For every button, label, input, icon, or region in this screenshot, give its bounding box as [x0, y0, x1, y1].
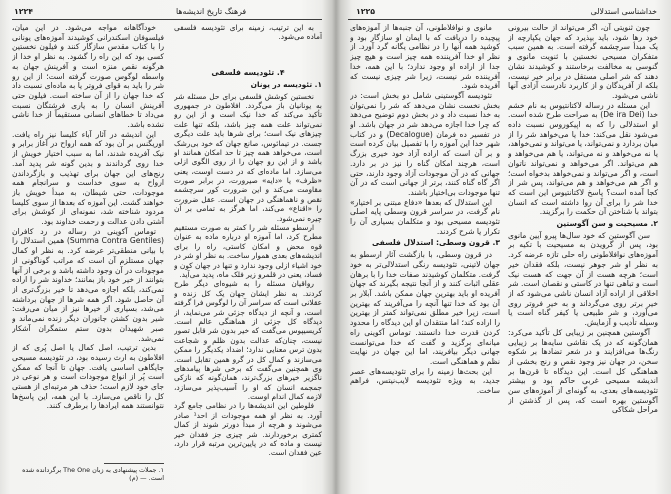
text-column-right: [174, 23, 322, 469]
text-column-left: [350, 23, 500, 485]
paragraph: در قرون وسطی، با بازگشت آثار ارسطو به جهان لاتینی، تئودیسه رنگی استدلالی‌تر به خود گرفت. متکلمان کوشیدند صفات خدا را با برهان عقلی اثبات کنند و از آنجا نتیجه بگیرند که جهان آفریده او باید بهترین جهان ممکن باشد. آبلار بر آن بود که خدا تنها آنچه را می‌آفریند که بهترین است، زیرا خیر مطلق نمی‌تواند کمتر از بهترین را اراده کند؛ اما منتقدان او این دیدگاه را محدود کردن قدرت خدا دانستند. توماس آکوینی راه میانه‌ای برگزید و گفت که خدا می‌توانست جهانی دیگر بیافریند، اما این جهان در نهایت نظم و هماهنگی است.: [350, 250, 500, 366]
page-number: ۱۲۲۴: [14, 7, 34, 16]
section-heading: ۴. تئودیسه فلسفی: [211, 67, 285, 77]
header-rule: [348, 19, 660, 20]
paragraph: فلوطین این اندیشه‌ها را در نظامی جامع گرد آورد. به نظر او همه موجودات از احد¹ صادر می‌شوند و هرچه از مبدأ دورتر شوند از کمال کمتری برخوردارند. شر چیزی جز فقدان خیر نیست و ماده که در پایین‌ترین مرتبه قرار دارد، عین فقدان است.: [174, 401, 322, 458]
footnote-rule: [104, 463, 164, 464]
page-number: ۱۲۲۵: [356, 7, 376, 16]
paragraph: سن آگوستین که خود سال‌ها پیرو آیین مانوی بود، پس از گرویدن به مسیحیت با تکیه بر آموزه‌های نوافلاطونی راه حلی تازه عرضه کرد. به نظر او شر جوهر نیست، بلکه فقدان خیر است؛ هرچه هست از آن جهت که هست نیک است و تباهی تنها در کاستی و نقصان است. شر اخلاقی از اراده آزاد انسان ناشی می‌شود که از خیر برتر روی می‌گرداند و به خیر فروتر روی می‌آورد، و شر طبیعی یا کیفر گناه است یا وسیله تأدیب و آزمایش.: [508, 230, 658, 328]
paragraph: این بحث‌ها زمینه را برای تئودیسه‌های عصر جدید، به ویژه تئودیسه لایب‌نیتس، فراهم ساخت.: [350, 366, 500, 396]
text-column-right: [508, 23, 658, 485]
paragraph: مانوی و نوافلاطونی، آن جنبه‌ها از آموزه‌های پیچیده را دریافت که با ایمان او سازگار بود و کوشید همه آنها را در نظامی یگانه گرد آورد. از نظر او خدا آفریننده همه چیز است و هیچ چیز جدا از اراده او وجود ندارد؛ با این همه، خدا آفریننده شر نیست، زیرا شر چیزی نیست که آفریده شود.: [350, 23, 500, 91]
paragraph: رواقیان مسئله را به شیوه‌ای دیگر طرح کردند. به نظر ایشان جهان یک کل زنده و عقلانی است که سراسر آن را لوگوس فرا گرفته است، و آنچه از دیدگاه جزئی شر می‌نماید، از دیدگاه کل جزئی از هماهنگی عالم است. کریسیپوس می‌گفت که خیر بدون شر قابل تصور نیست، چنان‌که عدالت بدون ظلم و شجاعت بدون ترس معنایی ندارد؛ اضداد یکدیگر را ممکن می‌سازند و کمال کل در گرو همین تقابل است. وی همچنین می‌گفت که برخی شرها پیامدهای ناگزیر خیرهای بزرگ‌ترند، همان‌گونه که نازکی جمجمه انسان که او را آسیب‌پذیر می‌سازد، لازمه کمال اندام اوست.: [174, 279, 322, 402]
paragraph: آگوستین همچنین بر زیبایی کل تأکید می‌کرد: همان‌گونه که در یک نقاشی سایه‌ها بر زیبایی رنگ‌ها می‌افزایند و در شعر تضادها بر شکوه سخن، در جهان نیز وجود نقص و رنج بخشی از هماهنگی کل است. این دیدگاه تا قرن‌ها بر اندیشه مسیحی غربی حاکم بود و بیشتر تئودیسه‌های بعدی، به گونه‌ای از آموزه‌های سن آگوستین بهره است که، پس از گذشتن از مراحل شکاکی: [508, 327, 658, 415]
right-page: [336, 0, 671, 494]
paragraph: ارسطو مسئله شر را کمتر به صورت مستقیم مطرح کرد، اما آموزه او درباره ماده به عنوان قوه محض و امکان کاستی، راه را برای اندیشه‌های بعدی هموار ساخت. به نظر او شر در خود اشیاء ازلی وجود ندارد و تنها در جهان کون و فساد، یعنی در قلمرو زیر فلک ماه، پدید می‌آید.: [174, 223, 322, 279]
running-title: خداشناسی استدلالی: [590, 7, 657, 16]
paragraph: نخستین کوشش فلسفی برای حل مسئله شر به یونانیان باز می‌گردد. افلاطون در جمهوری تأکید می‌کند که خدا نیک است و از این رو نمی‌تواند علت همه چیز باشد، بلکه تنها علت چیزهای نیک است؛ برای شرها باید علت دیگری جست. در تیمائوس، صانع جهان که خود بی‌رشک است، می‌خواهد همه چیز تا حد امکان همانند او باشد و از این رو جهان را از روی الگوی ازلی می‌سازد. اما ماده‌ای که در دست اوست، یعنی «ظرف» یا «دایه» صیرورت، در برابر صورت مقاومت می‌کند و این ضرورت کور سرچشمه نقص و ناهماهنگی در جهان است. عقل ضرورت را «اقناع» می‌کند، اما هرگز به تمامی بر آن چیره نمی‌شود.: [174, 91, 322, 223]
paragraph: توماس آکوینی در رساله در رد کافران (Summa Contra Gentiles) همین استدلال را با بیانی منطقی‌تر عرضه کرد. به نظر او کمال جهان مستلزم آن است که مراتب گوناگونی از موجودات در آن وجود داشته باشد و برخی از آنها بتوانند از خیر خود باز بمانند؛ خداوند شر را اراده نمی‌کند، بلکه اجازه می‌دهد تا خیر بزرگ‌تری از آن حاصل شود. اگر همه شرها از جهان برداشته می‌شد، بسیاری از خیرها نیز از میان می‌رفت: شیر بدون کشتن جانوران دیگر زنده نمی‌ماند و صبر شهیدان بدون ستم ستمگران آشکار نمی‌شد.: [12, 226, 164, 343]
paragraph: این مسئله در رساله لاکتانتیوس به نام خشم خدا (De ira Dei) به صراحت طرح شده است. او استدلالی را که به اپیکوروس نسبت داده می‌شود نقل می‌کند: خدا یا می‌خواهد شر را از میان بردارد و نمی‌تواند، یا می‌تواند و نمی‌خواهد، یا نه می‌خواهد و نه می‌تواند، یا هم می‌خواهد و هم می‌تواند. اگر می‌خواهد و نمی‌تواند ناتوان است، و اگر می‌تواند و نمی‌خواهد بدخواه است؛ و اگر هم می‌خواهد و هم می‌تواند، پس شر از کجا آمده است؟ پاسخ لاکتانتیوس این است که خدا شر را برای آن روا داشته است که انسان بتواند با شناختن آن حکمت را برگزیند.: [508, 100, 658, 217]
section-heading: ۲. مسیحیت و سن آگوستین: [556, 219, 658, 229]
intro-paragraph: به این ترتیب، زمینه برای تئودیسه فلسفی آماده می‌شود.: [174, 23, 322, 42]
left-page: [0, 0, 335, 494]
paragraph: تئودیسه آگوستینی شامل دو بخش است: در بخش نخست نشان می‌دهد که شر را نمی‌توان به خدا نسبت داد و در بخش دوم توضیح می‌دهد که چرا خدا اجازه می‌دهد شر در جهان باشد. او در تفسیر ده فرمان (Decalogue) و در کتاب شهر خدا این آموزه را با تفصیل بیان کرده است و بر آن است که اراده آزاد خود خیری بزرگ است، هرچند امکان گناه را نیز در بر دارد. جهانی که در آن موجودات آزاد وجود دارند، حتی اگر گاه گناه کنند، برتر از جهانی است که در آن تنها موجودات بی‌اختیار باشند.: [350, 90, 500, 197]
section-heading: ۳. قرون وسطی: استدلال فلسفی: [371, 238, 500, 248]
paragraph: این اندیشه در آثار آباء کلیسا نیز راه یافت. اوریگنس بر آن بود که همه ارواح در آغاز برابر و نیک آفریده شدند، اما به سبب اختیار خویش از خدا روی گرداندند و بدین گونه شر پدید آمد. رنج‌های این جهان برای تهذیب و بازگرداندن ارواح به سوی خداست و سرانجام همه موجودات، حتی شیطان، به مبدأ خویش باز خواهند گشت. این آموزه که بعدها از سوی کلیسا مردود شناخته شد، نمونه‌ای از کوشش برای آشتی دادن عدالت و رحمت خداوند بود.: [12, 129, 164, 227]
header-rule: [12, 19, 322, 20]
footnote: ۱. جملات پیشنهادی به زبان The One برگردانده شده است. — (م): [22, 466, 164, 483]
paragraph: خودآگاهانه مواجه می‌شود. در این میان، فیلسوفان اسکندرانی کوشیدند آموزه‌های یونانی را با کتاب مقدس سازگار کنند و فیلون نخستین کسی بود که این راه را گشود. به نظر او خدا از هرگونه نقص منزه است و آفرینش جهان به واسطه لوگوس صورت گرفته است؛ از این رو شر را باید به قوای فروتر یا به ماده‌ای نسبت داد که خدا جهان را از آن ساخته است. فیلون حتی آفرینش انسان را به یاری فرشتگان نسبت می‌داد تا خطاهای انسانی مستقیماً از خدا ناشی نشده باشد.: [12, 23, 164, 130]
subsection-heading: ۱. تئودیسه در یونان: [250, 80, 322, 90]
paragraph: بدین ترتیب، اصل کمال یا اصل پُری که از افلاطون به ارث رسیده بود، در تئودیسه مسیحی جایگاهی اساسی یافت. جهان تا آنجا که ممکن است پُر از انواع موجودات است و هر نوعی در جای خود لازم است؛ حذف هر مرتبه‌ای از هستی کل را ناقص می‌سازد. با این همه، این پاسخ‌ها نتوانستند همه ایرادها را برطرف کنند.: [12, 343, 164, 411]
running-title: فرهنگ تاریخ اندیشه‌ها: [176, 7, 247, 16]
paragraph: این استدلال که بعدها «دفاع مبتنی بر اختیار» نام گرفت، در سراسر قرون وسطی پایه اصلی تئودیسه مسیحی بود و متکلمان بسیاری آن را تکرار یا شرح کردند.: [350, 197, 500, 236]
paragraph: چون ثنویتی آن، اگر می‌تواند از حالت بیرونی خود رها شود، باید بپذیرد که جهان یکپارچه از یک مبدأ سرچشمه گرفته است. به همین سبب متفکران مسیحی نخستین با ثنویت مانوی و گنوسی به مخالفت برخاستند و کوشیدند نشان دهند که شر اصلی مستقل در برابر خیر نیست، بلکه از آفریدگان و از کاربرد نادرست آزادی آنها ناشی می‌شود.: [508, 23, 658, 100]
text-column-left: [12, 23, 164, 459]
